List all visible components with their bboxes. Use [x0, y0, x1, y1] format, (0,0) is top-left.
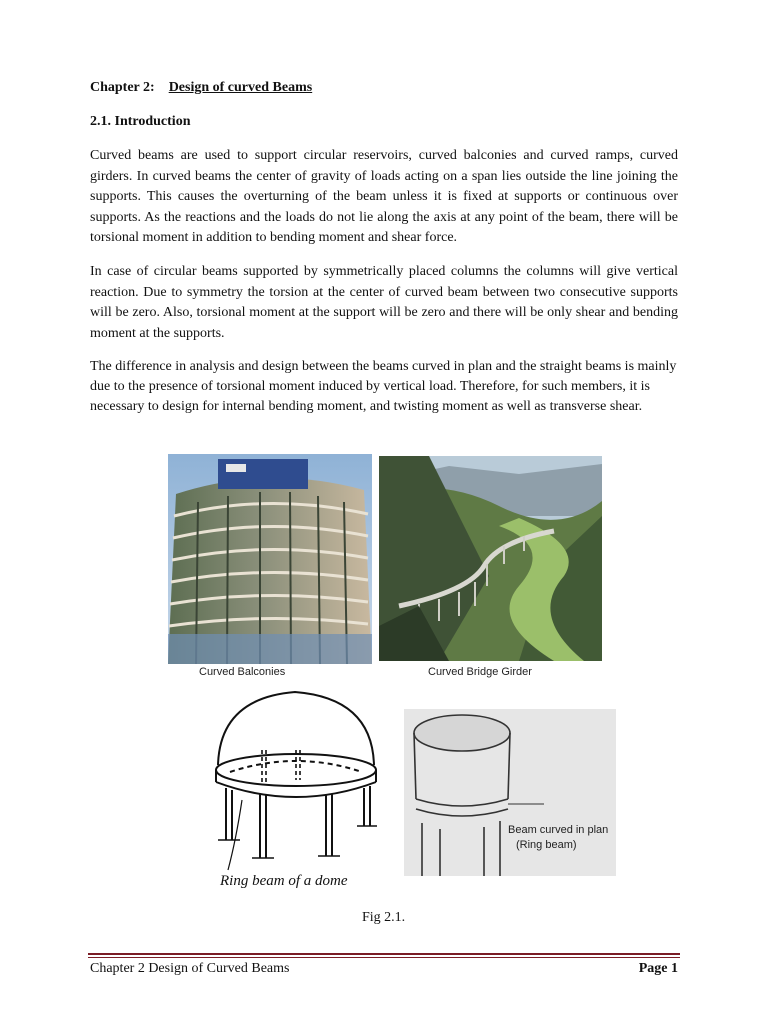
chapter-heading: [90, 80, 312, 96]
section-heading: 2.1. Introduction: [90, 114, 191, 129]
page-number: Page 1: [638, 961, 678, 976]
dome-ring-beam-drawing: [200, 690, 390, 872]
paragraph-2: In case of circular beams supported by symmetrically placed columns the columns will give vertical reaction. Due to symmetry the torsion at the center of curved beam between two consecutive supports will be zero. Also, torsional moment at the support will be zero and there will be only shear and bending moment at the supports.: [90, 264, 678, 341]
footer-chapter-title: Chapter 2 Design of Curved Beams: [90, 961, 290, 976]
ring-beam-drawing: [404, 709, 616, 876]
dome-caption: Ring beam of a dome: [220, 873, 348, 889]
paragraph-3: The difference in analysis and design between the beams curved in plan and the straight beams is mainly due to the presence of torsional moment induced by vertical load. Therefore, for such members, it is necessary to design for internal bending moment, and twisting moment as well as transverse shear.: [90, 359, 677, 414]
footer-rule-bottom: [88, 957, 680, 958]
curved-bridge-photo: [379, 456, 602, 661]
ring-caption-line1: Beam curved in plan: [508, 824, 609, 836]
figure-label: Fig 2.1.: [362, 910, 406, 925]
paragraph-1: Curved beams are used to support circular reservoirs, curved balconies and curved ramps, curved girders. In curved beams the center of gravity of loads acting on a span lies outside the line joining the supports. This causes the overturning of the beam unless it is fixed at supports or continuous over supports. As the reactions and the loads do not lie along the axis at any point of the beam, there will be torsional moment in addition to bending moment and shear force.: [90, 148, 678, 245]
bridge-caption: Curved Bridge Girder: [428, 666, 532, 678]
chapter-title: Design of curved Beams: [168, 80, 313, 95]
ring-caption-line2: (Ring beam): [516, 839, 577, 851]
chapter-number: Chapter 2:: [90, 80, 155, 95]
balconies-caption: Curved Balconies: [199, 666, 286, 678]
curved-balconies-photo: [168, 454, 372, 664]
footer-rule-top: [88, 953, 680, 955]
